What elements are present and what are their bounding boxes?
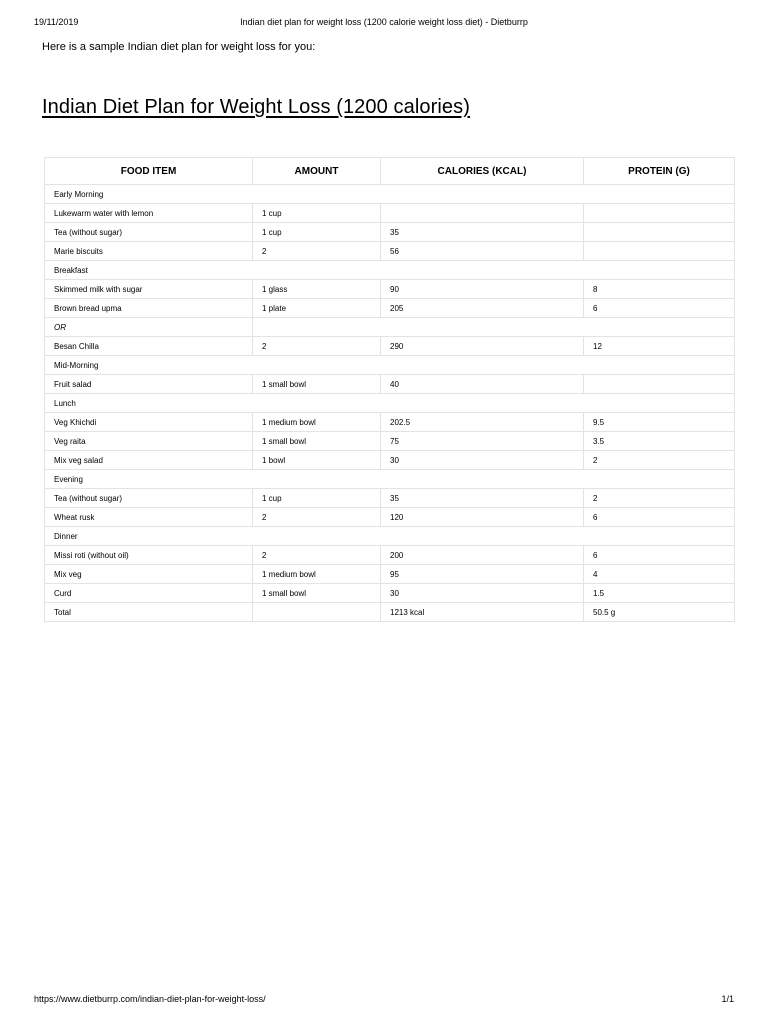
calories-cell: 40 — [381, 375, 584, 394]
column-header-protein: PROTEIN (G) — [584, 158, 735, 185]
page-url: https://www.dietburrp.com/indian-diet-plan-for-weight-loss/ — [34, 994, 266, 1004]
amount-cell: 1 cup — [253, 223, 381, 242]
food-item-cell: Skimmed milk with sugar — [45, 280, 253, 299]
table-row — [45, 565, 735, 584]
calories-cell: 200 — [381, 546, 584, 565]
column-header-amount: AMOUNT — [253, 158, 381, 185]
food-item-cell: Fruit salad — [45, 375, 253, 394]
protein-cell: 6 — [584, 299, 735, 318]
table-row — [45, 337, 735, 356]
section-label: Mid-Morning — [45, 356, 735, 375]
table-row — [45, 223, 735, 242]
food-item-cell: Mix veg — [45, 565, 253, 584]
print-document-title: Indian diet plan for weight loss (1200 calorie weight loss diet) - Dietburrp — [240, 17, 528, 27]
table-row — [45, 451, 735, 470]
protein-cell: 6 — [584, 508, 735, 527]
protein-cell — [584, 223, 735, 242]
calories-cell: 202.5 — [381, 413, 584, 432]
intro-text: Here is a sample Indian diet plan for weight loss for you: — [42, 41, 316, 53]
food-item-cell: Veg Khichdi — [45, 413, 253, 432]
page-number: 1/1 — [721, 994, 734, 1004]
amount-cell: 1 cup — [253, 204, 381, 223]
calories-cell: 30 — [381, 584, 584, 603]
page-title: Indian Diet Plan for Weight Loss (1200 calories) — [42, 96, 470, 118]
calories-cell: 95 — [381, 565, 584, 584]
table-row — [45, 242, 735, 261]
protein-cell: 9.5 — [584, 413, 735, 432]
table-header-row — [45, 158, 735, 185]
or-separator-row — [45, 318, 735, 337]
food-item-cell: Curd — [45, 584, 253, 603]
column-header-calories: CALORIES (KCAL) — [381, 158, 584, 185]
food-item-cell: Tea (without sugar) — [45, 223, 253, 242]
print-date: 19/11/2019 — [34, 17, 79, 27]
food-item-cell: Marie biscuits — [45, 242, 253, 261]
table-row — [45, 546, 735, 565]
calories-cell: 205 — [381, 299, 584, 318]
food-item-cell: Tea (without sugar) — [45, 489, 253, 508]
protein-cell: 4 — [584, 565, 735, 584]
food-item-cell: Missi roti (without oil) — [45, 546, 253, 565]
empty-cell — [253, 318, 735, 337]
calories-cell: 120 — [381, 508, 584, 527]
amount-cell: 1 glass — [253, 280, 381, 299]
section-row — [45, 470, 735, 489]
print-header — [0, 17, 768, 31]
section-row — [45, 185, 735, 204]
calories-cell: 35 — [381, 223, 584, 242]
diet-plan-table — [44, 157, 735, 622]
amount-cell: 1 small bowl — [253, 375, 381, 394]
section-row — [45, 356, 735, 375]
food-item-cell: Mix veg salad — [45, 451, 253, 470]
amount-cell: 1 cup — [253, 489, 381, 508]
table-row — [45, 489, 735, 508]
column-header-food-item: FOOD ITEM — [45, 158, 253, 185]
protein-cell — [584, 375, 735, 394]
table-body — [45, 185, 735, 622]
section-row — [45, 394, 735, 413]
protein-cell: 8 — [584, 280, 735, 299]
section-row — [45, 527, 735, 546]
table-row — [45, 204, 735, 223]
section-label: Early Morning — [45, 185, 735, 204]
calories-cell: 56 — [381, 242, 584, 261]
amount-cell: 2 — [253, 242, 381, 261]
or-label: OR — [45, 318, 253, 337]
amount-cell: 1 bowl — [253, 451, 381, 470]
table-row — [45, 413, 735, 432]
food-item-cell: Brown bread upma — [45, 299, 253, 318]
protein-cell — [584, 242, 735, 261]
protein-cell: 50.5 g — [584, 603, 735, 622]
calories-cell: 75 — [381, 432, 584, 451]
protein-cell: 6 — [584, 546, 735, 565]
food-item-cell: Wheat rusk — [45, 508, 253, 527]
table-row — [45, 280, 735, 299]
section-label: Lunch — [45, 394, 735, 413]
table-row — [45, 603, 735, 622]
table-row — [45, 299, 735, 318]
section-row — [45, 261, 735, 280]
amount-cell: 2 — [253, 546, 381, 565]
protein-cell: 2 — [584, 451, 735, 470]
protein-cell: 2 — [584, 489, 735, 508]
amount-cell — [253, 603, 381, 622]
food-item-cell: Veg raita — [45, 432, 253, 451]
table-row — [45, 432, 735, 451]
calories-cell: 90 — [381, 280, 584, 299]
amount-cell: 1 plate — [253, 299, 381, 318]
amount-cell: 1 small bowl — [253, 432, 381, 451]
section-label: Dinner — [45, 527, 735, 546]
protein-cell: 3.5 — [584, 432, 735, 451]
table-row — [45, 375, 735, 394]
amount-cell: 2 — [253, 337, 381, 356]
protein-cell: 1.5 — [584, 584, 735, 603]
calories-cell: 35 — [381, 489, 584, 508]
calories-cell: 290 — [381, 337, 584, 356]
calories-cell: 1213 kcal — [381, 603, 584, 622]
protein-cell: 12 — [584, 337, 735, 356]
section-label: Breakfast — [45, 261, 735, 280]
protein-cell — [584, 204, 735, 223]
food-item-cell: Lukewarm water with lemon — [45, 204, 253, 223]
section-label: Evening — [45, 470, 735, 489]
table-row — [45, 508, 735, 527]
calories-cell — [381, 204, 584, 223]
calories-cell: 30 — [381, 451, 584, 470]
table-row — [45, 584, 735, 603]
amount-cell: 2 — [253, 508, 381, 527]
amount-cell: 1 small bowl — [253, 584, 381, 603]
amount-cell: 1 medium bowl — [253, 565, 381, 584]
food-item-cell: Total — [45, 603, 253, 622]
amount-cell: 1 medium bowl — [253, 413, 381, 432]
food-item-cell: Besan Chilla — [45, 337, 253, 356]
